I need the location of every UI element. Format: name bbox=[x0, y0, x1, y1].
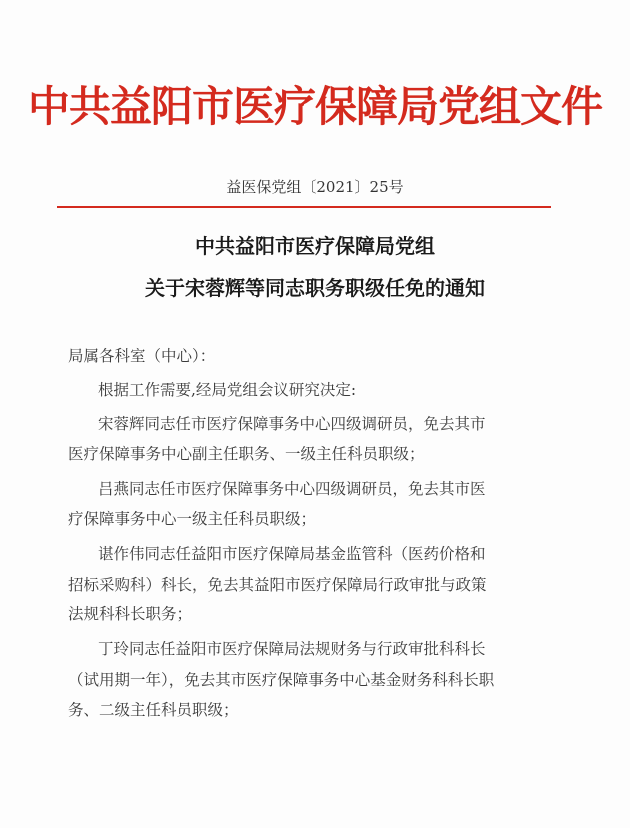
notice-title-line-1: 中共益阳市医疗保障局党组 bbox=[195, 234, 435, 258]
paragraph-4-line-3: 务、二级主任科员职级； bbox=[68, 701, 239, 719]
paragraph-2-line-2: 疗保障事务中心一级主任科员职级； bbox=[68, 510, 317, 528]
paragraph-4-line-2: （试用期一年），免去其市医疗保障事务中心基金财务科科长职 bbox=[68, 671, 495, 689]
paragraph-3-line-3: 法规科科长职务； bbox=[68, 605, 193, 623]
document-number: 益医保党组〔2021〕25号 bbox=[226, 178, 404, 196]
paragraph-2-line-1: 吕燕同志任市医疗保障事务中心四级调研员，免去其市医 bbox=[98, 480, 486, 498]
intro-paragraph: 根据工作需要,经局党组会议研究决定: bbox=[98, 381, 357, 399]
document-header-title: 中共益阳市医疗保障局党组文件 bbox=[27, 82, 602, 131]
paragraph-1-line-2: 医疗保障事务中心副主任职务、一级主任科员职级； bbox=[68, 445, 425, 463]
paragraph-1-line-1: 宋蓉辉同志任市医疗保障事务中心四级调研员，免去其市 bbox=[98, 415, 486, 433]
paragraph-3-line-2: 招标采购科）科长，免去其益阳市医疗保障局行政审批与政策 bbox=[68, 576, 487, 594]
notice-title-line-2: 关于宋蓉辉等同志职务职级任免的通知 bbox=[145, 276, 485, 300]
paragraph-3-line-1: 谌作伟同志任益阳市医疗保障局基金监管科（医药价格和 bbox=[98, 545, 486, 563]
paragraph-4-line-1: 丁玲同志任益阳市医疗保障局法规财务与行政审批科科长 bbox=[98, 640, 486, 658]
notice-body bbox=[68, 0, 564, 828]
salutation: 局属各科室（中心）： bbox=[68, 347, 216, 365]
